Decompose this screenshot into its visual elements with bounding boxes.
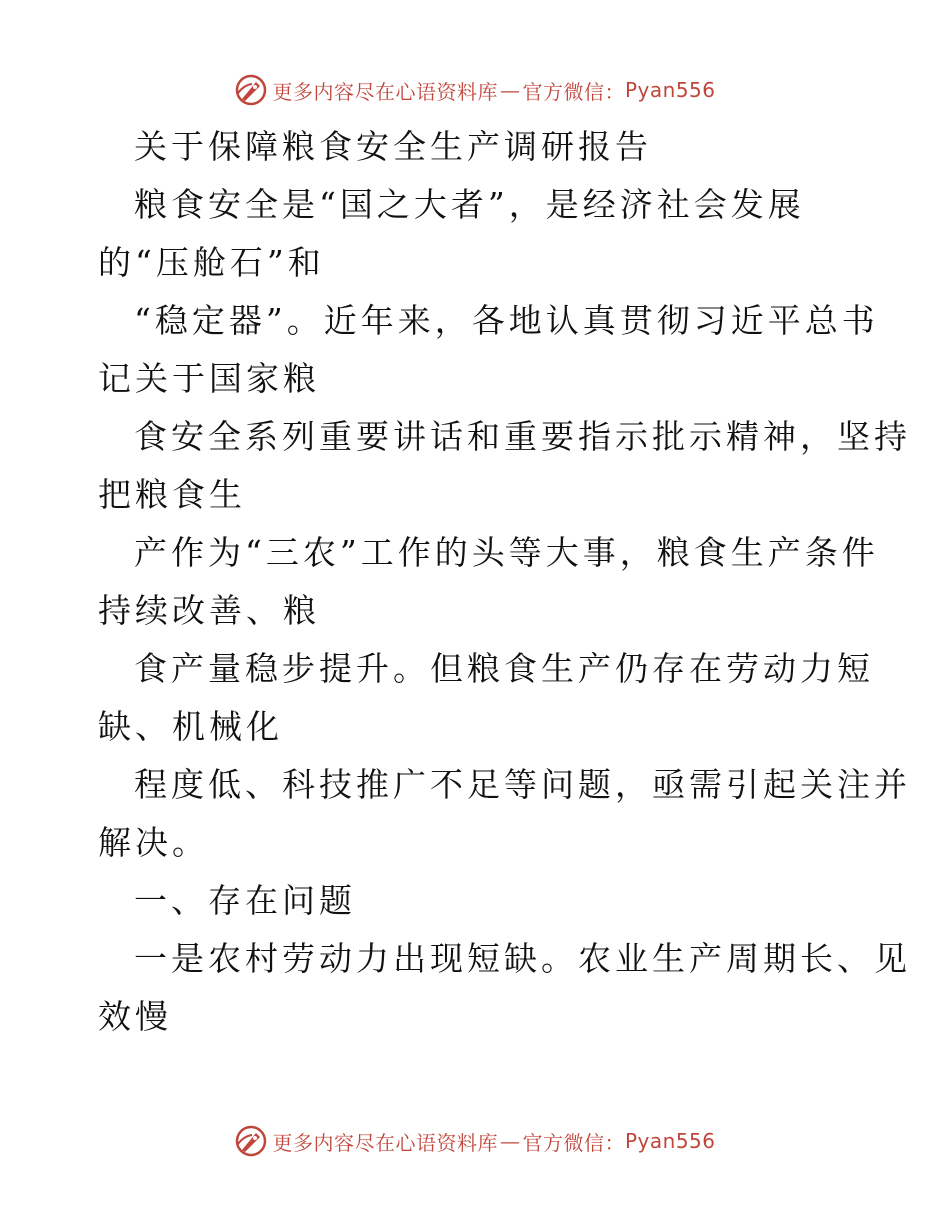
document-title: 关于保障粮食安全生产调研报告 [134, 127, 652, 166]
body-line: 持续改善、粮 [98, 591, 320, 630]
body-line: 记关于国家粮 [98, 359, 320, 398]
pen-nib-logo-icon [234, 73, 268, 107]
footer-watermark [0, 1121, 950, 1161]
body-line: 把粮食生 [98, 475, 246, 514]
section-heading: 一、存在问题 [134, 881, 356, 920]
watermark-site-text: 更多内容尽在心语资料库 [272, 79, 498, 104]
watermark-wechat-label: 官方微信： [522, 1130, 625, 1155]
body-line: 食产量稳步提升。但粮食生产仍存在劳动力短 [134, 649, 874, 688]
body-line: 缺、机械化 [98, 707, 283, 746]
pen-nib-logo-icon [234, 1124, 268, 1158]
body-line: 粮食安全是“国之大者”，是经济社会发展 [134, 185, 805, 224]
watermark-wechat-id: Pyan556 [624, 78, 716, 102]
body-line: 产作为“三农”工作的头等大事，粮食生产条件 [134, 533, 879, 572]
body-line: “稳定器”。近年来，各地认真贯彻习近平总书 [134, 301, 879, 340]
body-line: 食安全系列重要讲话和重要指示批示精神，坚持 [134, 417, 911, 456]
body-line: 解决。 [98, 823, 209, 862]
body-line: 程度低、科技推广不足等问题，亟需引起关注并 [134, 765, 911, 804]
body-line: 效慢 [98, 997, 172, 1036]
watermark-wechat-label: 官方微信： [522, 79, 625, 104]
body-line: 一是农村劳动力出现短缺。农业生产周期长、见 [134, 939, 911, 978]
header-watermark [0, 70, 950, 110]
watermark-wechat-id: Pyan556 [624, 1129, 716, 1153]
document-body [98, 118, 911, 1046]
body-line: 的“压舱石”和 [98, 243, 325, 282]
watermark-site-text: 更多内容尽在心语资料库 [272, 1130, 498, 1155]
watermark-separator: — [499, 78, 521, 102]
watermark-separator: — [499, 1129, 521, 1153]
